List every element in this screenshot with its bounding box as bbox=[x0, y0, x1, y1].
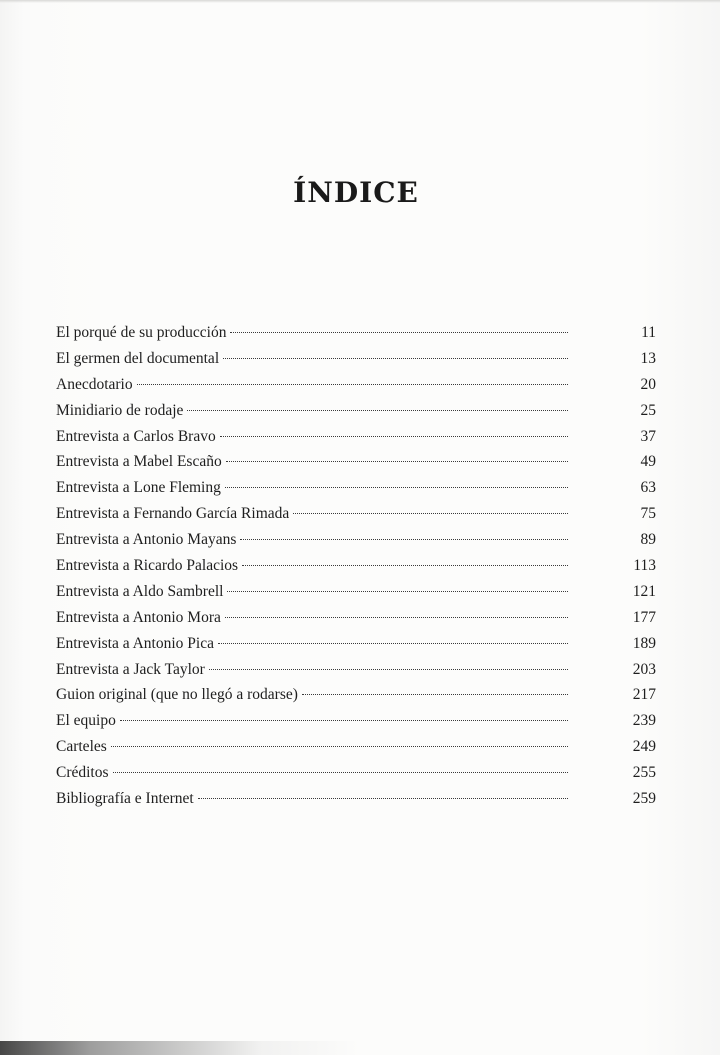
dot-leader bbox=[223, 358, 568, 359]
dot-leader bbox=[226, 461, 568, 462]
toc-page-number: 121 bbox=[632, 582, 656, 600]
toc-page-number: 49 bbox=[640, 453, 656, 471]
toc-entry-title: Entrevista a Lone Fleming bbox=[56, 479, 221, 497]
table-of-contents bbox=[56, 320, 656, 812]
toc-entry bbox=[56, 553, 656, 579]
toc-page-number: 255 bbox=[632, 764, 656, 782]
toc-entry-title: Entrevista a Antonio Mora bbox=[56, 608, 221, 626]
toc-entry bbox=[56, 320, 656, 346]
toc-entry bbox=[56, 501, 656, 527]
toc-entry bbox=[56, 449, 656, 475]
toc-page-number: 177 bbox=[632, 608, 656, 626]
toc-entry bbox=[56, 786, 656, 812]
toc-entry bbox=[56, 760, 656, 786]
toc-entry-title: El porqué de su producción bbox=[56, 324, 227, 341]
dot-leader bbox=[120, 720, 568, 721]
toc-entry bbox=[56, 372, 656, 398]
dot-leader bbox=[230, 332, 568, 333]
toc-page-number: 13 bbox=[640, 349, 656, 367]
toc-entry-title: Entrevista a Jack Taylor bbox=[56, 660, 205, 678]
toc-page-number: 239 bbox=[632, 712, 656, 730]
toc-entry-title: Entrevista a Antonio Pica bbox=[56, 634, 214, 652]
dot-leader bbox=[225, 617, 568, 618]
toc-entry bbox=[56, 346, 656, 372]
toc-page-number: 259 bbox=[632, 790, 656, 808]
toc-entry-title: Entrevista a Fernando García Rimada bbox=[56, 505, 290, 523]
toc-entry bbox=[56, 605, 656, 631]
toc-entry bbox=[56, 657, 656, 683]
toc-entry bbox=[56, 631, 656, 657]
toc-entry bbox=[56, 424, 656, 450]
dot-leader bbox=[113, 772, 568, 773]
toc-entry bbox=[56, 527, 656, 553]
toc-entry bbox=[56, 682, 656, 708]
toc-entry-title: Carteles bbox=[56, 738, 107, 756]
dot-leader bbox=[293, 513, 568, 514]
dot-leader bbox=[111, 746, 568, 747]
toc-entry-title: Créditos bbox=[56, 764, 109, 782]
toc-entry bbox=[56, 579, 656, 605]
toc-entry-title: Guion original (que no llegó a rodarse) bbox=[56, 686, 298, 704]
toc-page-number: 25 bbox=[640, 401, 656, 419]
toc-entry bbox=[56, 398, 656, 424]
dot-leader bbox=[302, 694, 568, 695]
dot-leader bbox=[220, 436, 568, 437]
toc-page-number: 249 bbox=[632, 738, 656, 756]
page-title: ÍNDICE bbox=[293, 176, 419, 209]
toc-page-number: 203 bbox=[632, 660, 656, 678]
dot-leader bbox=[225, 487, 568, 488]
toc-entry bbox=[56, 734, 656, 760]
toc-page-number: 20 bbox=[640, 375, 656, 393]
toc-entry-title: Entrevista a Antonio Mayans bbox=[56, 531, 237, 549]
toc-page-number: 217 bbox=[632, 686, 656, 704]
dot-leader bbox=[198, 798, 568, 799]
toc-entry-title: Bibliografía e Internet bbox=[56, 790, 194, 808]
toc-entry-title: Entrevista a Aldo Sambrell bbox=[56, 582, 224, 600]
toc-entry-title: Entrevista a Carlos Bravo bbox=[56, 427, 216, 445]
toc-page-number: 37 bbox=[640, 427, 656, 445]
dot-leader bbox=[240, 539, 568, 540]
toc-entry-title: Anecdotario bbox=[56, 375, 133, 393]
toc-entry bbox=[56, 708, 656, 734]
toc-page-number: 11 bbox=[641, 324, 656, 341]
toc-entry-title: El equipo bbox=[56, 712, 116, 730]
dot-leader bbox=[218, 643, 568, 644]
toc-entry-title: Entrevista a Mabel Escaño bbox=[56, 453, 222, 471]
toc-page-number: 75 bbox=[640, 505, 656, 523]
toc-entry-title: El germen del documental bbox=[56, 349, 220, 367]
toc-entry bbox=[56, 475, 656, 501]
dot-leader bbox=[137, 384, 568, 385]
dot-leader bbox=[187, 410, 568, 411]
dot-leader bbox=[227, 591, 568, 592]
dot-leader bbox=[209, 669, 568, 670]
page-top-edge bbox=[0, 0, 720, 3]
toc-page-number: 189 bbox=[632, 634, 656, 652]
toc-page-number: 63 bbox=[640, 479, 656, 497]
toc-page-number: 89 bbox=[640, 531, 656, 549]
toc-entry-title: Entrevista a Ricardo Palacios bbox=[56, 557, 239, 575]
page-bottom-shadow bbox=[0, 1041, 360, 1055]
dot-leader bbox=[242, 565, 568, 566]
toc-page-number: 113 bbox=[633, 557, 656, 575]
toc-entry-title: Minidiario de rodaje bbox=[56, 401, 184, 419]
